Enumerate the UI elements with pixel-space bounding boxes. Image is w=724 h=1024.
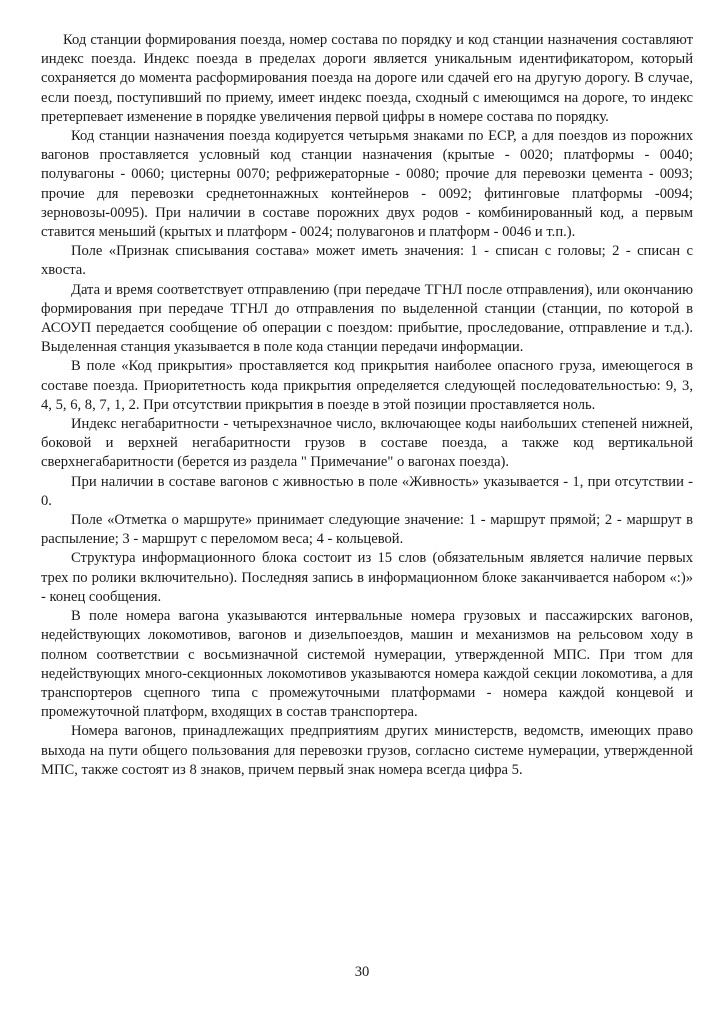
paragraph-writeoff-flag: Поле «Признак списывания состава» может иметь значения: 1 - списан с головы; 2 - списан с хвоста. — [41, 243, 693, 279]
paragraph-destination-code: Код станции назначения поезда кодируется четырьмя знаками по ЕСР, а для поездов из порожних вагонов проставляется условный код станции назначения (крытые - 0020; платформы - 0040; полувагоны - 0060; цистерны 0070; рефрижераторные - 0080; прочие для перевозки цемента - 0093; прочие для перевозки среднетоннажных контейнеров - 0092; фитинговые платформы -0094; зерновозы-0095). При наличии в составе порожних двух родов - комбинированный код, а первым ставится меньший (крытых и платформ - 0024; полувагонов и платформ - 0046 и т.п.). — [41, 128, 693, 241]
document-body — [41, 31, 693, 780]
paragraph-wagon-number: В поле номера вагона указываются интервальные номера грузовых и пассажирских вагонов, недействующих локомотивов, вагонов и дизельпоездов, машин и механизмов на рельсовом ходу в полном соответствии с восьмизначной системой нумерации, утвержденной МПС. При тгом для недействующих много-секционных локомотивов указываются номера каждой секции локомотива, а для транспортеров сцепного типа с промежуточными платформами - номера каждой концевой и промежуточной платформ, входящих в состав транспортера. — [41, 608, 693, 721]
paragraph-date-time: Дата и время соответствует отправлению (при передаче ТГНЛ после отправления), или окончанию формирования при передаче ТГНЛ до отправления по выделенной станции (станции, по которой в АСОУП передается сообщение об операции с поездом: прибытие, проследование, отправление и т.д.). Выделенная станция указывается в поле кода станции передачи информации. — [41, 281, 693, 356]
paragraph-other-ministries: Номера вагонов, принадлежащих предприятиям других министерств, ведомств, имеющих право выхода на пути общего пользования для перевозки грузов, согласно системе нумерации, утвержденной МПС, также состоят из 8 знаков, причем первый знак номера всегда цифра 5. — [41, 723, 693, 778]
paragraph-route-mark: Поле «Отметка о маршруте» принимает следующие значение: 1 - маршрут прямой; 2 - маршрут в распыление; 3 - маршрут с переломом веса; 4 - кольцевой. — [41, 512, 693, 548]
paragraph-livestock: При наличии в составе вагонов с живностью в поле «Живность» указывается - 1, при отсутствии - 0. — [41, 473, 693, 509]
page-number: 30 — [354, 964, 370, 980]
paragraph-cover-code: В поле «Код прикрытия» проставляется код прикрытия наиболее опасного груза, имеющегося в составе поезда. Приоритетность кода прикрытия определяется следующей последовательностью: 9, 3, 4, 5, 6, 8, 7, 1, 2. При отсутствии прикрытия в поезде в этой позиции проставляется ноль. — [41, 358, 693, 413]
paragraph-info-block: Структура информационного блока состоит из 15 слов (обязательным является наличие первых трех по ролики включительно). Последняя запись в информационном блоке заканчивается набором «:)» - конец сообщения. — [41, 550, 693, 605]
paragraph-oversize-index: Индекс негабаритности - четырехзначное число, включающее коды наибольших степеней нижней, боковой и верхней негабаритности грузов в составе поезда, а также код вертикальной сверхнегабаритности (берется из раздела " Примечание" о вагонах поезда). — [41, 416, 693, 471]
paragraph-train-index: Код станции формирования поезда, номер состава по порядку и код станции назначения составляют индекс поезда. Индекс поезда в пределах дороги является уникальным идентификатором, который сохраняется до момента расформирования поезда на дороге или сдачей его на другую дорогу. В случае, если поезд, поступивший по приему, имеет индекс поезда, сходный с имеющимся на дороге, то индекс претерпевает изменение в порядке увеличения первой цифры в номере состава по порядку. — [41, 32, 693, 125]
